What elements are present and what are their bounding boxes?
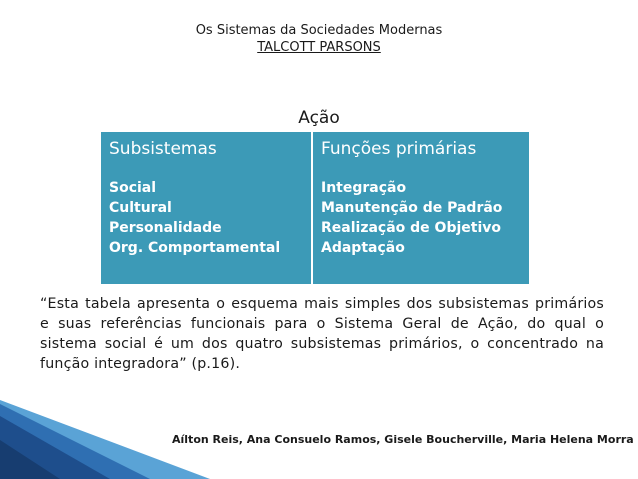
function-item: Adaptação xyxy=(321,240,405,256)
title-line-1: Os Sistemas da Sociedades Modernas xyxy=(195,23,443,38)
title-line-2: TALCOTT PARSONS xyxy=(257,40,381,55)
subsystems-header: Subsistemas xyxy=(109,139,217,159)
slide-title xyxy=(0,22,638,56)
subsystem-item: Cultural xyxy=(109,200,172,216)
functions-column xyxy=(313,132,529,284)
authors-line: Aílton Reis, Ana Consuelo Ramos, Gisele Boucherville, Maria Helena Morra xyxy=(172,433,634,446)
functions-header: Funções primárias xyxy=(321,139,477,159)
quote-paragraph: “Esta tabela apresenta o esquema mais simples dos subsistemas primários e suas referências funcionais para o Sistema Geral de Ação, do qual o sistema social é um dos quatro subsistemas primários, o concentrado na função integradora” (p.16). xyxy=(40,296,604,372)
function-item: Realização de Objetivo xyxy=(321,220,501,236)
subsystem-item: Org. Comportamental xyxy=(109,240,281,256)
subsystems-table xyxy=(101,132,529,284)
subsystem-item: Social xyxy=(109,180,157,196)
function-item: Integração xyxy=(321,180,407,196)
subsystems-column xyxy=(101,132,313,284)
subsystem-item: Personalidade xyxy=(109,220,222,236)
section-label: Ação xyxy=(298,108,340,128)
function-item: Manutenção de Padrão xyxy=(321,200,503,216)
